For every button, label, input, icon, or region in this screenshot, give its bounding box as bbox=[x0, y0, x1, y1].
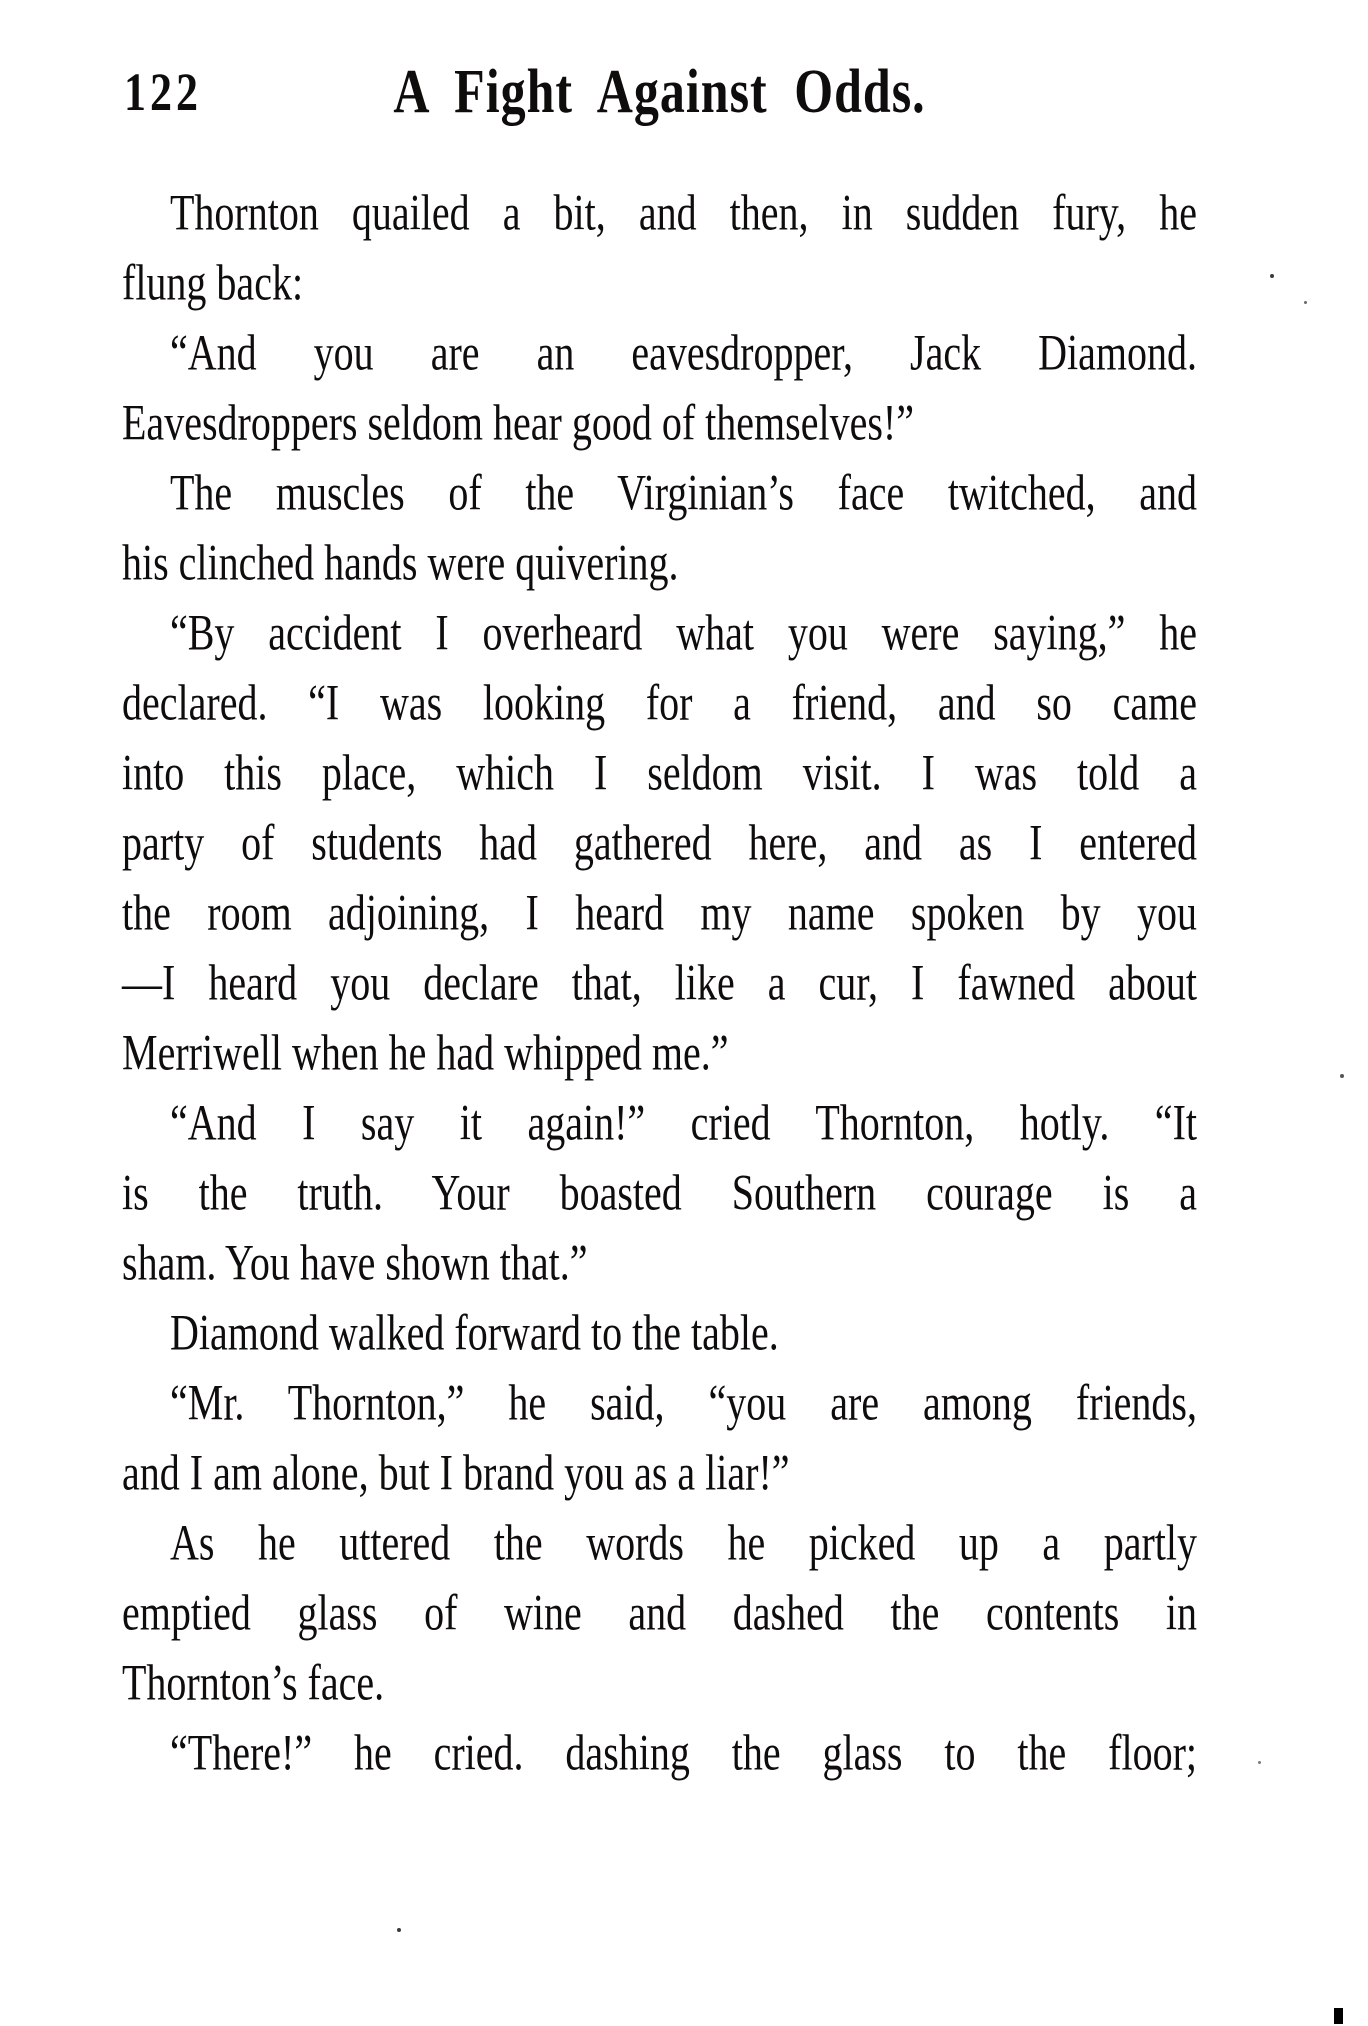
text-line: Thornton’s face. bbox=[122, 1653, 385, 1711]
text-line: Eavesdroppers seldom hear good of themselves!” bbox=[122, 393, 914, 451]
text-line: Merriwell when he had whipped me.” bbox=[122, 1023, 729, 1081]
ink-speck bbox=[1340, 1074, 1344, 1078]
text-line: and I am alone, but I brand you as a liar!” bbox=[122, 1443, 790, 1501]
text-line: “There!” he cried. dashing the glass to the floor; bbox=[170, 1723, 1197, 1781]
text-line: As he uttered the words he picked up a partly bbox=[170, 1513, 1197, 1571]
text-line: is the truth. Your boasted Southern courage is a bbox=[122, 1163, 1197, 1221]
text-line: party of students had gathered here, and as I entered bbox=[122, 813, 1197, 871]
text-line: emptied glass of wine and dashed the contents in bbox=[122, 1583, 1197, 1641]
ink-speck bbox=[397, 1928, 401, 1932]
page-body bbox=[122, 178, 1197, 1788]
text-line: “And I say it again!” cried Thornton, hotly. “It bbox=[170, 1093, 1197, 1151]
ink-speck bbox=[1270, 274, 1274, 278]
text-line: declared. “I was looking for a friend, and so came bbox=[122, 673, 1197, 731]
text-line: “Mr. Thornton,” he said, “you are among friends, bbox=[170, 1373, 1197, 1431]
running-head-title: A Fight Against Odds. bbox=[393, 56, 926, 126]
text-line: Diamond walked forward to the table. bbox=[170, 1303, 779, 1361]
text-line: The muscles of the Virginian’s face twitched, and bbox=[170, 463, 1197, 521]
ink-speck bbox=[1258, 1761, 1261, 1764]
text-line: “By accident I overheard what you were saying,” he bbox=[170, 603, 1197, 661]
text-line: his clinched hands were quivering. bbox=[122, 533, 679, 591]
text-line: sham. You have shown that.” bbox=[122, 1233, 588, 1291]
text-line: “And you are an eavesdropper, Jack Diamond. bbox=[170, 323, 1197, 381]
ink-speck bbox=[1304, 301, 1307, 304]
text-line: the room adjoining, I heard my name spoken by you bbox=[122, 883, 1197, 941]
text-line: —I heard you declare that, like a cur, I fawned about bbox=[122, 953, 1197, 1011]
scan-artifact bbox=[1334, 2008, 1343, 2024]
page-number: 122 bbox=[124, 62, 202, 123]
text-line: Thornton quailed a bit, and then, in sudden fury, he bbox=[170, 183, 1197, 241]
text-line: into this place, which I seldom visit. I was told a bbox=[122, 743, 1197, 801]
text-line: flung back: bbox=[122, 253, 304, 311]
